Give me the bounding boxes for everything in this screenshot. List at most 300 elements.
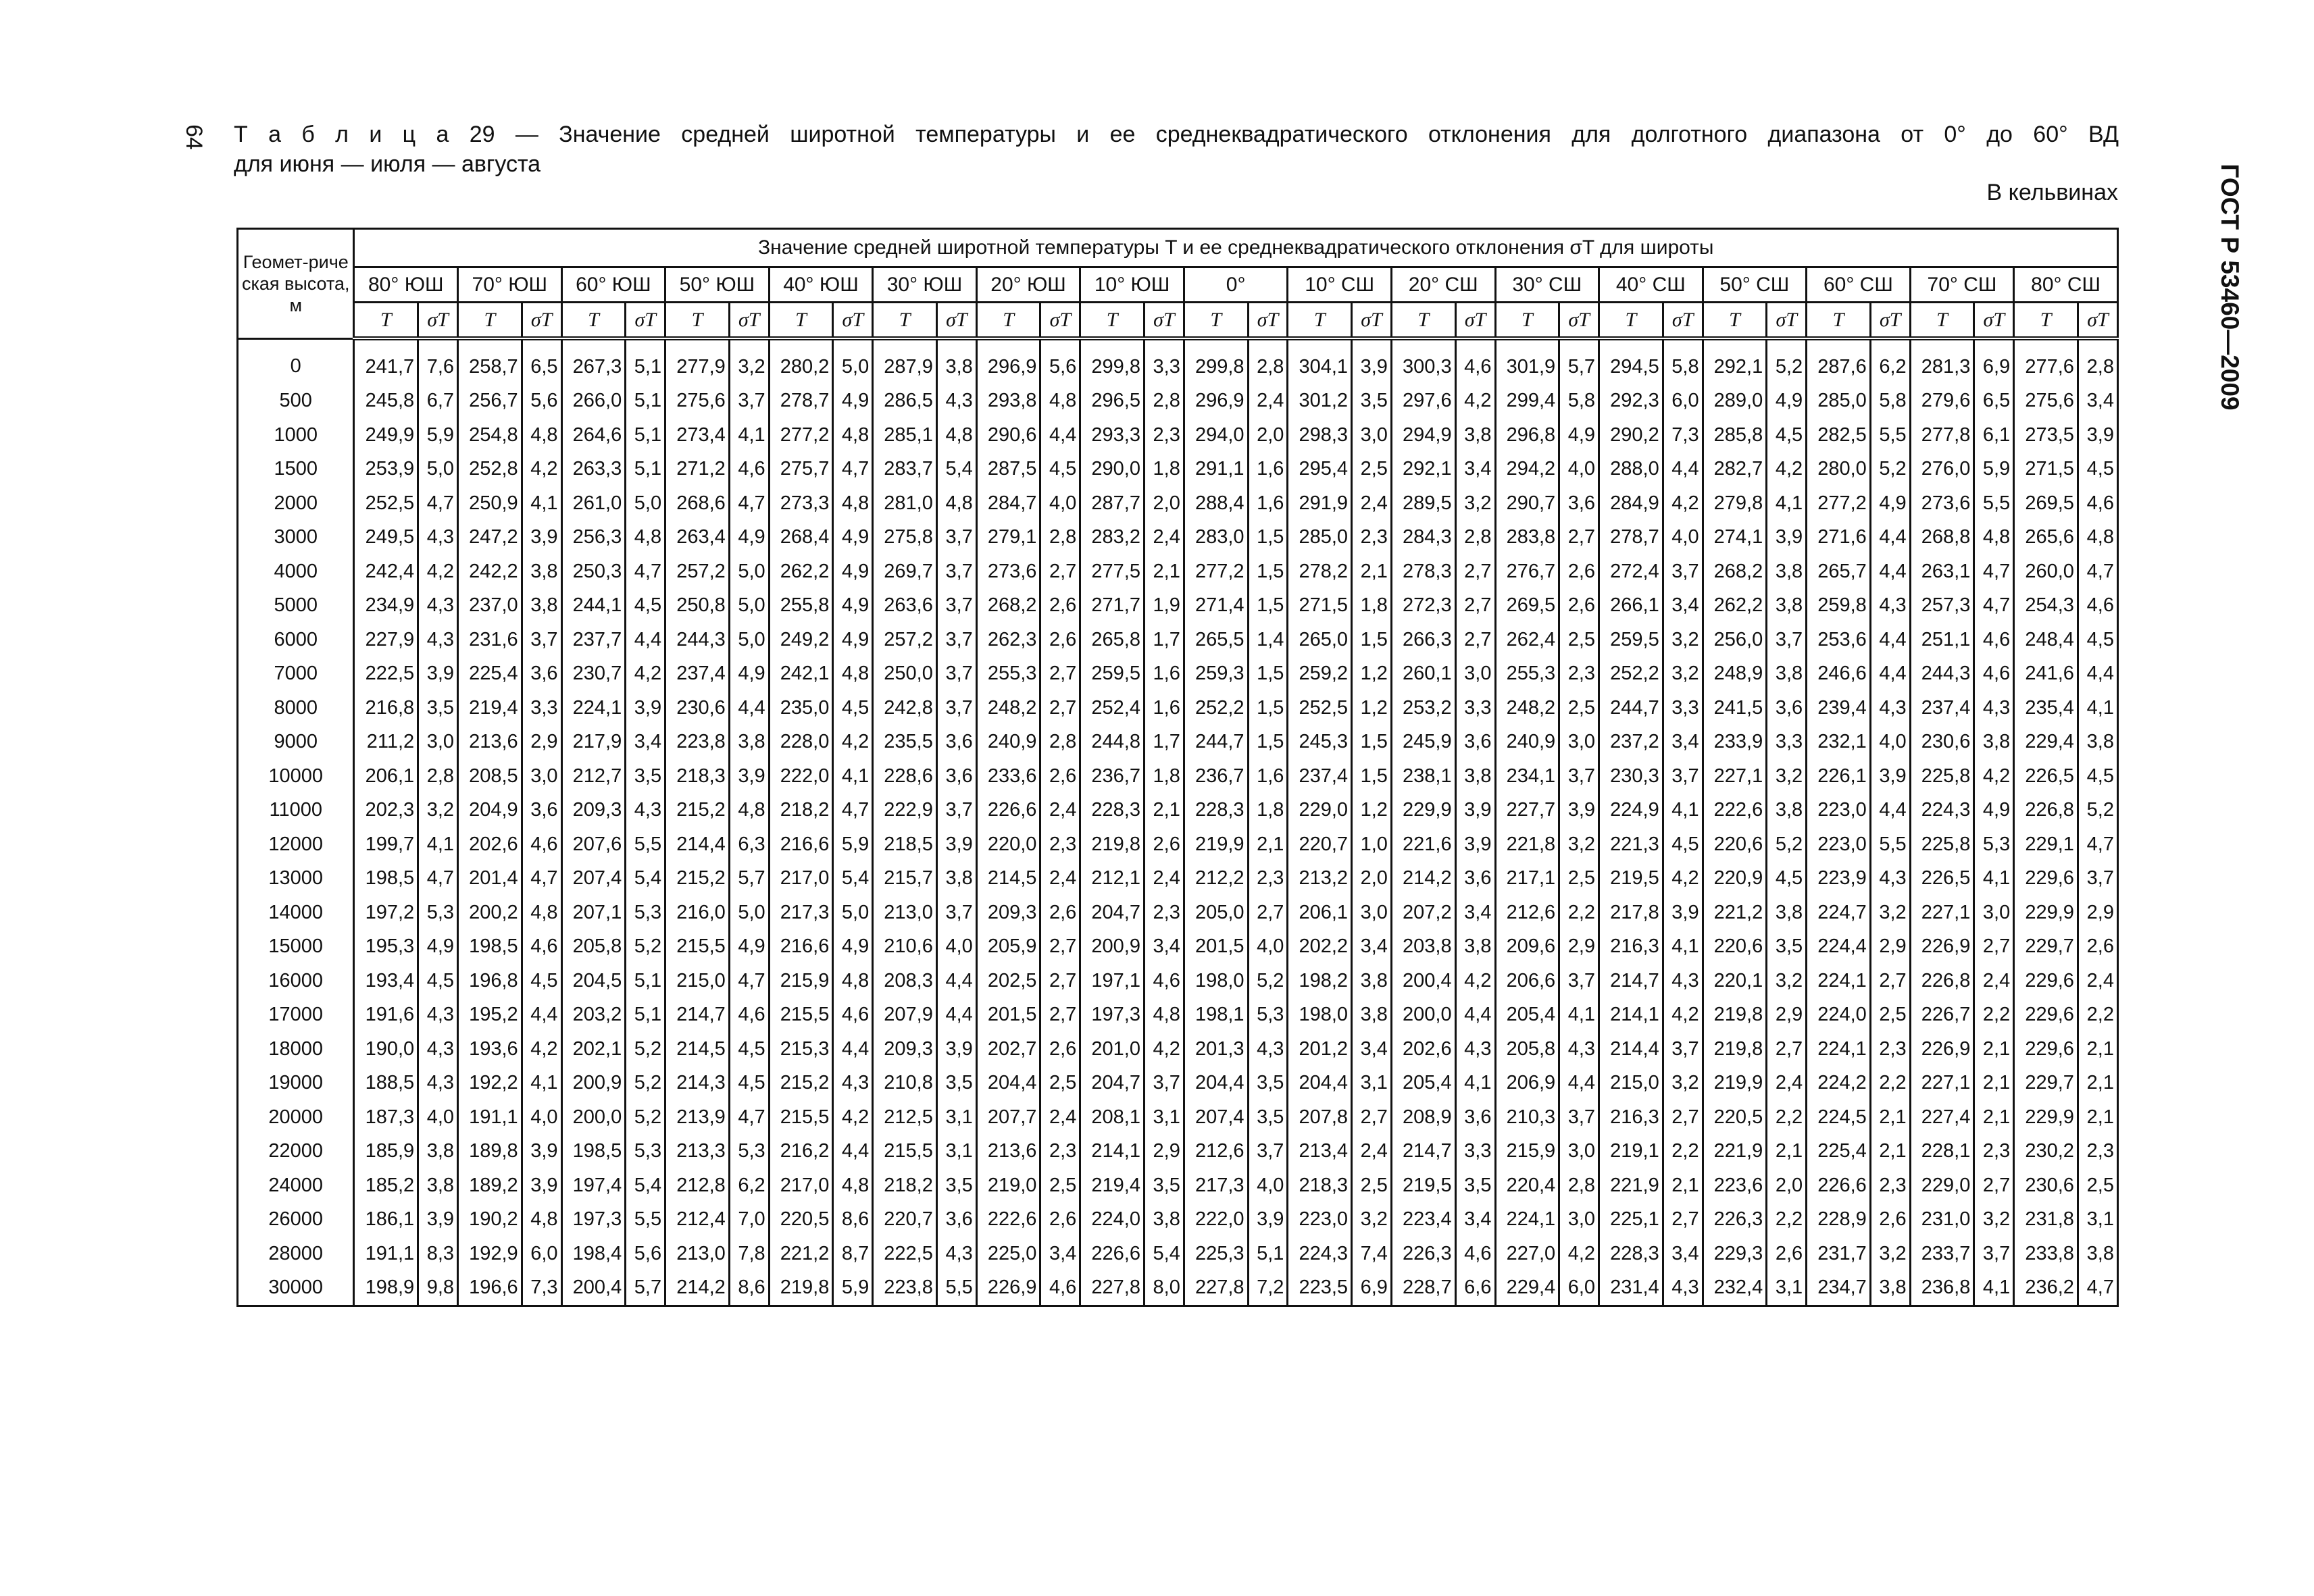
- temperature-cell: 229,6: [2014, 964, 2078, 998]
- altitude-cell: 14000: [238, 896, 354, 930]
- sigma-cell: 3,9: [1455, 794, 1495, 828]
- temperature-cell: 250,0: [873, 657, 937, 692]
- table-row: [238, 896, 2118, 930]
- sigma-cell: 4,4: [626, 623, 665, 657]
- sigma-subheader: σT: [1870, 303, 1910, 339]
- sigma-cell: 3,9: [522, 521, 561, 555]
- temperature-cell: 191,1: [458, 1100, 522, 1135]
- temperature-cell: 252,5: [1288, 691, 1352, 725]
- sigma-cell: 5,0: [729, 589, 769, 623]
- temperature-cell: 200,4: [1391, 964, 1455, 998]
- sigma-cell: 3,0: [1559, 1203, 1599, 1237]
- table-row: [238, 453, 2118, 487]
- temperature-cell: 198,9: [354, 1271, 418, 1306]
- temperature-cell: 224,0: [1080, 1203, 1145, 1237]
- temperature-cell: 278,7: [769, 384, 833, 419]
- latitude-header: 40° ЮШ: [769, 267, 873, 303]
- sigma-cell: 4,5: [729, 1032, 769, 1066]
- sigma-cell: 2,0: [1767, 1168, 1807, 1203]
- sigma-cell: 4,1: [1974, 1271, 2014, 1306]
- temperature-cell: 206,9: [1495, 1066, 1559, 1101]
- temperature-cell: 226,3: [1391, 1237, 1455, 1271]
- temperature-cell: 224,0: [1807, 998, 1871, 1033]
- temperature-cell: 265,5: [1184, 623, 1248, 657]
- temperature-cell: 209,3: [561, 794, 626, 828]
- sigma-cell: 3,4: [1352, 930, 1392, 964]
- latitude-header: 30° СШ: [1495, 267, 1599, 303]
- temperature-cell: 229,4: [1495, 1271, 1559, 1306]
- altitude-cell: 10000: [238, 759, 354, 794]
- temperature-cell: 198,0: [1184, 964, 1248, 998]
- sigma-cell: 3,9: [2078, 418, 2117, 453]
- sigma-cell: 2,8: [2078, 338, 2117, 384]
- temperature-cell: 223,4: [1391, 1203, 1455, 1237]
- temperature-cell: 214,7: [1599, 964, 1663, 998]
- sigma-cell: 4,6: [1974, 623, 2014, 657]
- sigma-cell: 5,7: [626, 1271, 665, 1306]
- temperature-cell: 224,1: [561, 691, 626, 725]
- temperature-cell: 204,7: [1080, 1066, 1145, 1101]
- sigma-cell: 4,1: [418, 827, 458, 862]
- temperature-cell: 212,1: [1080, 862, 1145, 896]
- temperature-cell: 201,5: [976, 998, 1040, 1033]
- temperature-cell: 230,6: [2014, 1168, 2078, 1203]
- sigma-cell: 3,5: [1248, 1066, 1288, 1101]
- sigma-cell: 4,9: [833, 555, 873, 589]
- sigma-cell: 5,0: [729, 896, 769, 930]
- altitude-cell: 1000: [238, 418, 354, 453]
- sigma-cell: 2,3: [1870, 1032, 1910, 1066]
- sigma-cell: 4,9: [833, 384, 873, 419]
- temperature-cell: 212,7: [561, 759, 626, 794]
- sigma-cell: 4,5: [1040, 453, 1080, 487]
- sigma-cell: 8,6: [833, 1203, 873, 1237]
- sigma-cell: 5,0: [833, 338, 873, 384]
- temperature-cell: 283,0: [1184, 521, 1248, 555]
- temperature-cell: 283,8: [1495, 521, 1559, 555]
- table-row: [238, 1271, 2118, 1306]
- sigma-cell: 5,2: [1870, 453, 1910, 487]
- temperature-cell: 259,5: [1599, 623, 1663, 657]
- sigma-cell: 2,1: [1870, 1100, 1910, 1135]
- sigma-cell: 2,2: [1663, 1135, 1703, 1169]
- sigma-cell: 3,8: [1974, 725, 2014, 760]
- sigma-cell: 3,9: [522, 1168, 561, 1203]
- temperature-cell: 273,3: [769, 486, 833, 521]
- sigma-cell: 5,3: [626, 896, 665, 930]
- sigma-cell: 4,5: [729, 1066, 769, 1101]
- table-row: [238, 930, 2118, 964]
- temperature-cell: 200,2: [458, 896, 522, 930]
- sigma-cell: 2,9: [1767, 998, 1807, 1033]
- temperature-cell: 224,4: [1807, 930, 1871, 964]
- temperature-cell: 223,0: [1807, 827, 1871, 862]
- temperature-cell: 289,5: [1391, 486, 1455, 521]
- sigma-cell: 3,4: [1663, 589, 1703, 623]
- temperature-cell: 230,6: [665, 691, 730, 725]
- temperature-cell: 235,5: [873, 725, 937, 760]
- sigma-cell: 7,6: [418, 338, 458, 384]
- altitude-cell: 8000: [238, 691, 354, 725]
- temperature-cell: 200,0: [561, 1100, 626, 1135]
- latitude-header: 10° ЮШ: [1080, 267, 1184, 303]
- sigma-cell: 2,4: [1352, 1135, 1392, 1169]
- sigma-cell: 2,1: [2078, 1066, 2117, 1101]
- temperature-cell: 214,2: [665, 1271, 730, 1306]
- sigma-cell: 4,1: [1455, 1066, 1495, 1101]
- sigma-cell: 5,1: [626, 998, 665, 1033]
- temperature-cell: 221,9: [1599, 1168, 1663, 1203]
- sigma-cell: 4,6: [1144, 964, 1184, 998]
- sigma-cell: 3,5: [1767, 930, 1807, 964]
- temperature-subheader: T: [1495, 303, 1559, 339]
- temperature-cell: 198,0: [1288, 998, 1352, 1033]
- sigma-cell: 4,5: [418, 964, 458, 998]
- sigma-cell: 3,7: [936, 691, 976, 725]
- temperature-cell: 207,1: [561, 896, 626, 930]
- sigma-cell: 7,0: [729, 1203, 769, 1237]
- sigma-cell: 1,5: [1248, 589, 1288, 623]
- temperature-cell: 236,7: [1080, 759, 1145, 794]
- temperature-cell: 226,6: [976, 794, 1040, 828]
- temperature-cell: 286,5: [873, 384, 937, 419]
- sigma-cell: 4,7: [626, 555, 665, 589]
- sigma-cell: 5,5: [1870, 418, 1910, 453]
- sigma-cell: 2,7: [1040, 657, 1080, 692]
- sigma-cell: 1,5: [1248, 521, 1288, 555]
- temperature-cell: 268,2: [976, 589, 1040, 623]
- sigma-cell: 4,3: [418, 1032, 458, 1066]
- sigma-cell: 4,7: [418, 862, 458, 896]
- temperature-cell: 294,5: [1599, 338, 1663, 384]
- temperature-cell: 277,8: [1910, 418, 1974, 453]
- sigma-cell: 2,2: [2078, 998, 2117, 1033]
- temperature-cell: 241,5: [1703, 691, 1767, 725]
- temperature-subheader: T: [665, 303, 730, 339]
- temperature-cell: 227,8: [1184, 1271, 1248, 1306]
- temperature-cell: 227,1: [1910, 896, 1974, 930]
- temperature-cell: 292,1: [1703, 338, 1767, 384]
- sigma-cell: 3,4: [626, 725, 665, 760]
- latitude-header: 80° ЮШ: [354, 267, 458, 303]
- page-number: 64: [181, 124, 207, 150]
- temperature-cell: 273,5: [2014, 418, 2078, 453]
- sigma-cell: 4,1: [1974, 862, 2014, 896]
- temperature-cell: 256,7: [458, 384, 522, 419]
- temperature-cell: 230,3: [1599, 759, 1663, 794]
- temperature-cell: 229,7: [2014, 930, 2078, 964]
- temperature-cell: 265,0: [1288, 623, 1352, 657]
- temperature-cell: 205,8: [1495, 1032, 1559, 1066]
- altitude-cell: 11000: [238, 794, 354, 828]
- temperature-cell: 256,0: [1703, 623, 1767, 657]
- sigma-cell: 3,9: [729, 759, 769, 794]
- table-row: [238, 1237, 2118, 1271]
- temperature-cell: 294,0: [1184, 418, 1248, 453]
- temperature-cell: 252,2: [1599, 657, 1663, 692]
- sigma-cell: 3,1: [936, 1100, 976, 1135]
- temperature-cell: 219,5: [1599, 862, 1663, 896]
- temperature-cell: 219,4: [458, 691, 522, 725]
- altitude-cell: 22000: [238, 1135, 354, 1169]
- temperature-cell: 225,8: [1910, 759, 1974, 794]
- sigma-cell: 3,3: [1455, 691, 1495, 725]
- temperature-cell: 248,4: [2014, 623, 2078, 657]
- sigma-cell: 3,9: [1559, 794, 1599, 828]
- temperature-cell: 216,3: [1599, 930, 1663, 964]
- sigma-cell: 6,5: [1974, 384, 2014, 419]
- temperature-cell: 276,7: [1495, 555, 1559, 589]
- temperature-cell: 225,3: [1184, 1237, 1248, 1271]
- temperature-cell: 271,7: [1080, 589, 1145, 623]
- temperature-cell: 222,5: [873, 1237, 937, 1271]
- temperature-cell: 300,3: [1391, 338, 1455, 384]
- sigma-subheader: σT: [1352, 303, 1392, 339]
- sigma-cell: 4,1: [522, 1066, 561, 1101]
- temperature-cell: 223,5: [1288, 1271, 1352, 1306]
- temperature-cell: 265,8: [1080, 623, 1145, 657]
- temperature-cell: 280,0: [1807, 453, 1871, 487]
- sigma-cell: 3,7: [1559, 759, 1599, 794]
- temperature-subheader: T: [976, 303, 1040, 339]
- sigma-cell: 3,1: [1767, 1271, 1807, 1306]
- sigma-cell: 3,1: [936, 1135, 976, 1169]
- sigma-cell: 4,2: [1663, 998, 1703, 1033]
- temperature-cell: 219,8: [1703, 998, 1767, 1033]
- temperature-cell: 226,6: [1080, 1237, 1145, 1271]
- temperature-cell: 205,8: [561, 930, 626, 964]
- table-row: [238, 998, 2118, 1033]
- temperature-cell: 234,1: [1495, 759, 1559, 794]
- temperature-cell: 189,2: [458, 1168, 522, 1203]
- sigma-cell: 5,0: [729, 555, 769, 589]
- sigma-cell: 4,8: [833, 486, 873, 521]
- temperature-cell: 227,7: [1495, 794, 1559, 828]
- temperature-cell: 269,5: [2014, 486, 2078, 521]
- sigma-cell: 4,2: [1455, 964, 1495, 998]
- sigma-cell: 4,5: [2078, 623, 2117, 657]
- sigma-cell: 5,5: [936, 1271, 976, 1306]
- temperature-cell: 213,6: [458, 725, 522, 760]
- latitude-header: 50° СШ: [1703, 267, 1807, 303]
- sigma-cell: 3,7: [2078, 862, 2117, 896]
- sigma-cell: 3,7: [936, 623, 976, 657]
- temperature-cell: 212,8: [665, 1168, 730, 1203]
- latitude-header: 70° СШ: [1910, 267, 2014, 303]
- temperature-cell: 213,9: [665, 1100, 730, 1135]
- sigma-cell: 2,1: [1974, 1100, 2014, 1135]
- sigma-subheader: σT: [1248, 303, 1288, 339]
- sigma-cell: 4,2: [1974, 759, 2014, 794]
- sigma-cell: 4,9: [833, 930, 873, 964]
- temperature-cell: 215,9: [769, 964, 833, 998]
- temperature-cell: 233,6: [976, 759, 1040, 794]
- temperature-cell: 234,7: [1807, 1271, 1871, 1306]
- temperature-cell: 252,4: [1080, 691, 1145, 725]
- temperature-cell: 185,2: [354, 1168, 418, 1203]
- sigma-cell: 6,9: [1352, 1271, 1392, 1306]
- latitude-group-header: Значение средней широтной температуры T и ее среднеквадратического отклонения σT для широты: [354, 229, 2118, 267]
- table-row: [238, 623, 2118, 657]
- temperature-cell: 212,4: [665, 1203, 730, 1237]
- temperature-cell: 229,9: [2014, 896, 2078, 930]
- sigma-cell: 3,4: [2078, 384, 2117, 419]
- altitude-cell: 15000: [238, 930, 354, 964]
- sigma-cell: 3,6: [1455, 1100, 1495, 1135]
- sigma-cell: 4,7: [729, 486, 769, 521]
- sigma-cell: 3,0: [418, 725, 458, 760]
- sigma-cell: 3,8: [418, 1168, 458, 1203]
- altitude-cell: 2000: [238, 486, 354, 521]
- sigma-cell: 3,2: [1663, 623, 1703, 657]
- temperature-cell: 283,7: [873, 453, 937, 487]
- temperature-cell: 236,7: [1184, 759, 1248, 794]
- table-row: [238, 384, 2118, 419]
- temperature-cell: 214,5: [976, 862, 1040, 896]
- temperature-cell: 244,7: [1599, 691, 1663, 725]
- sigma-cell: 4,0: [1870, 725, 1910, 760]
- sigma-cell: 2,4: [1040, 862, 1080, 896]
- temperature-cell: 280,2: [769, 338, 833, 384]
- sigma-cell: 4,7: [729, 964, 769, 998]
- temperature-cell: 289,0: [1703, 384, 1767, 419]
- sigma-cell: 3,9: [1352, 338, 1392, 384]
- temperature-cell: 201,3: [1184, 1032, 1248, 1066]
- temperature-cell: 223,6: [1703, 1168, 1767, 1203]
- temperature-cell: 209,3: [873, 1032, 937, 1066]
- sigma-cell: 4,3: [1870, 589, 1910, 623]
- sigma-cell: 3,9: [936, 1032, 976, 1066]
- sigma-cell: 1,5: [1352, 725, 1392, 760]
- temperature-cell: 275,7: [769, 453, 833, 487]
- temperature-cell: 255,3: [1495, 657, 1559, 692]
- temperature-cell: 256,3: [561, 521, 626, 555]
- temperature-cell: 208,5: [458, 759, 522, 794]
- temperature-cell: 226,1: [1807, 759, 1871, 794]
- temperature-cell: 214,2: [1391, 862, 1455, 896]
- sigma-subheader: σT: [1144, 303, 1184, 339]
- sigma-cell: 2,1: [1663, 1168, 1703, 1203]
- temperature-cell: 253,9: [354, 453, 418, 487]
- sigma-cell: 4,0: [1663, 521, 1703, 555]
- sigma-cell: 3,2: [1352, 1203, 1392, 1237]
- sigma-cell: 3,4: [1352, 1032, 1392, 1066]
- temperature-cell: 262,4: [1495, 623, 1559, 657]
- temperature-cell: 249,5: [354, 521, 418, 555]
- temperature-cell: 221,2: [1703, 896, 1767, 930]
- temperature-cell: 301,9: [1495, 338, 1559, 384]
- sigma-cell: 3,8: [1352, 998, 1392, 1033]
- temperature-cell: 201,5: [1184, 930, 1248, 964]
- sigma-cell: 3,7: [1559, 1100, 1599, 1135]
- temperature-cell: 229,9: [1391, 794, 1455, 828]
- temperature-cell: 213,0: [873, 896, 937, 930]
- sigma-cell: 2,7: [1455, 589, 1495, 623]
- sigma-cell: 2,3: [1248, 862, 1288, 896]
- temperature-cell: 226,9: [1910, 930, 1974, 964]
- temperature-subheader: T: [873, 303, 937, 339]
- sigma-cell: 5,3: [729, 1135, 769, 1169]
- temperature-cell: 277,2: [1807, 486, 1871, 521]
- temperature-cell: 203,2: [561, 998, 626, 1033]
- temperature-cell: 208,9: [1391, 1100, 1455, 1135]
- temperature-cell: 294,2: [1495, 453, 1559, 487]
- sigma-cell: 8,3: [418, 1237, 458, 1271]
- sigma-cell: 4,3: [1663, 1271, 1703, 1306]
- sigma-cell: 3,4: [1455, 1203, 1495, 1237]
- sigma-cell: 2,3: [1870, 1168, 1910, 1203]
- sigma-cell: 6,2: [1870, 338, 1910, 384]
- temperature-cell: 253,2: [1391, 691, 1455, 725]
- latitude-header: 20° СШ: [1391, 267, 1495, 303]
- sigma-cell: 5,2: [626, 1032, 665, 1066]
- temperature-cell: 198,5: [561, 1135, 626, 1169]
- sigma-cell: 4,9: [1767, 384, 1807, 419]
- temperature-cell: 299,4: [1495, 384, 1559, 419]
- sigma-cell: 4,8: [1974, 521, 2014, 555]
- sigma-cell: 5,0: [418, 453, 458, 487]
- sigma-cell: 6,3: [729, 827, 769, 862]
- sigma-cell: 3,7: [936, 555, 976, 589]
- sigma-cell: 5,2: [1767, 827, 1807, 862]
- sigma-cell: 4,0: [936, 930, 976, 964]
- sigma-cell: 2,7: [1455, 555, 1495, 589]
- sigma-cell: 4,4: [936, 998, 976, 1033]
- sigma-cell: 4,1: [1663, 930, 1703, 964]
- table-row: [238, 521, 2118, 555]
- sigma-cell: 3,6: [522, 794, 561, 828]
- sigma-cell: 3,5: [626, 759, 665, 794]
- temperature-cell: 197,3: [561, 1203, 626, 1237]
- temperature-cell: 229,7: [2014, 1066, 2078, 1101]
- sigma-cell: 4,9: [833, 521, 873, 555]
- temperature-cell: 275,6: [665, 384, 730, 419]
- temperature-cell: 222,9: [873, 794, 937, 828]
- sigma-subheader: σT: [1767, 303, 1807, 339]
- temperature-cell: 220,6: [1703, 930, 1767, 964]
- sigma-cell: 2,3: [1352, 521, 1392, 555]
- table-row: [238, 725, 2118, 760]
- temperature-cell: 299,8: [1080, 338, 1145, 384]
- altitude-cell: 1500: [238, 453, 354, 487]
- sigma-cell: 3,4: [1455, 453, 1495, 487]
- temperature-cell: 271,4: [1184, 589, 1248, 623]
- sigma-cell: 4,3: [1455, 1032, 1495, 1066]
- temperature-cell: 220,9: [1703, 862, 1767, 896]
- temperature-cell: 255,8: [769, 589, 833, 623]
- temperature-cell: 274,1: [1703, 521, 1767, 555]
- temperature-cell: 198,5: [458, 930, 522, 964]
- temperature-table-container: [236, 228, 2119, 1307]
- sigma-cell: 4,1: [2078, 691, 2117, 725]
- sigma-cell: 1,5: [1352, 623, 1392, 657]
- sigma-cell: 2,3: [2078, 1135, 2117, 1169]
- sigma-cell: 3,7: [1974, 1237, 2014, 1271]
- sigma-cell: 3,7: [1663, 555, 1703, 589]
- altitude-cell: 16000: [238, 964, 354, 998]
- sigma-cell: 2,7: [1974, 930, 2014, 964]
- temperature-cell: 218,2: [873, 1168, 937, 1203]
- temperature-cell: 200,4: [561, 1271, 626, 1306]
- temperature-cell: 287,5: [976, 453, 1040, 487]
- temperature-cell: 287,7: [1080, 486, 1145, 521]
- temperature-cell: 224,2: [1807, 1066, 1871, 1101]
- sigma-subheader: σT: [729, 303, 769, 339]
- temperature-cell: 271,6: [1807, 521, 1871, 555]
- temperature-cell: 279,8: [1703, 486, 1767, 521]
- latitude-header: 40° СШ: [1599, 267, 1703, 303]
- sigma-cell: 3,2: [1870, 1237, 1910, 1271]
